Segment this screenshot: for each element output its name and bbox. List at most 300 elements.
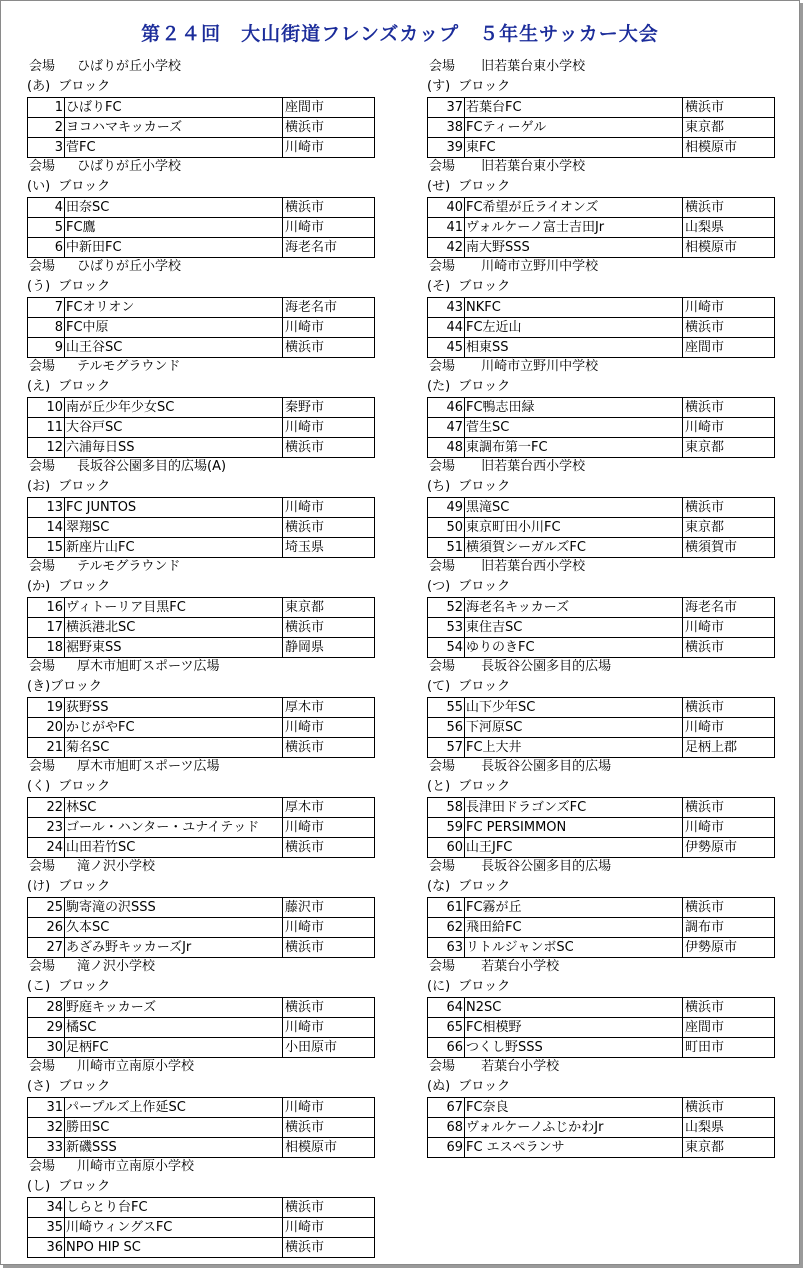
team-number: 3: [28, 138, 65, 158]
block-name: (く) ブロック: [27, 779, 111, 794]
table-row: [428, 438, 775, 458]
venue-label: 会場: [29, 759, 56, 774]
venue-line: [27, 857, 375, 877]
team-number: 25: [28, 898, 65, 918]
table-row: [428, 998, 775, 1018]
team-number: 44: [428, 318, 465, 338]
team-table: [427, 697, 775, 758]
venue-line: [427, 957, 775, 977]
team-name: リトルジャンボSC: [465, 938, 683, 958]
team-city: 川崎市: [283, 918, 375, 938]
team-city: 横浜市: [283, 938, 375, 958]
team-name: 山田若竹SC: [65, 838, 283, 858]
team-city: 川崎市: [283, 498, 375, 518]
table-row: [428, 938, 775, 958]
block-name: (え) ブロック: [27, 379, 111, 394]
team-name: NPO HIP SC: [65, 1238, 283, 1258]
group-block: [27, 857, 375, 957]
table-row: [428, 1018, 775, 1038]
table-row: [28, 518, 375, 538]
table-row: [428, 1118, 775, 1138]
table-row: [28, 918, 375, 938]
table-row: [28, 718, 375, 738]
table-row: [428, 518, 775, 538]
venue-line: [427, 757, 775, 777]
table-row: [28, 98, 375, 118]
table-row: [28, 338, 375, 358]
team-name: 新磯SSS: [65, 1138, 283, 1158]
team-name: ヴィトーリア目黒FC: [65, 598, 283, 618]
venue-name: 厚木市旭町スポーツ広場: [77, 759, 220, 774]
team-name: かじがやFC: [65, 718, 283, 738]
group-block: [27, 957, 375, 1057]
team-number: 9: [28, 338, 65, 358]
team-city: 足柄上郡: [683, 738, 775, 758]
venue-name: 旧若葉台西小学校: [477, 459, 586, 474]
team-city: 座間市: [683, 338, 775, 358]
table-row: [428, 618, 775, 638]
team-city: 川崎市: [283, 418, 375, 438]
block-name: (ち) ブロック: [427, 479, 511, 494]
team-city: 相模原市: [683, 138, 775, 158]
team-table: [427, 497, 775, 558]
venue-label: 会場: [429, 559, 456, 574]
venue-line: [427, 157, 775, 177]
team-city: 厚木市: [283, 698, 375, 718]
team-name: ヨコハマキッカーズ: [65, 118, 283, 138]
team-name: ひばりFC: [65, 98, 283, 118]
table-row: [428, 718, 775, 738]
team-city: 相模原市: [683, 238, 775, 258]
team-number: 51: [428, 538, 465, 558]
team-table: [427, 997, 775, 1058]
team-name: FC奈良: [465, 1098, 683, 1118]
venue-name: 川崎市立野川中学校: [477, 359, 599, 374]
team-name: FC鴨志田緑: [465, 398, 683, 418]
venue-label: 会場: [429, 359, 456, 374]
table-row: [28, 598, 375, 618]
table-row: [428, 798, 775, 818]
team-number: 7: [28, 298, 65, 318]
venue-line: [427, 557, 775, 577]
group-block: [427, 557, 775, 657]
team-number: 55: [428, 698, 465, 718]
team-city: 埼玉県: [283, 538, 375, 558]
team-city: 川崎市: [683, 418, 775, 438]
team-name: 菊名SC: [65, 738, 283, 758]
team-name: 田奈SC: [65, 198, 283, 218]
team-city: 横浜市: [283, 1118, 375, 1138]
team-city: 東京都: [683, 518, 775, 538]
team-number: 16: [28, 598, 65, 618]
team-name: 相東SS: [465, 338, 683, 358]
team-number: 50: [428, 518, 465, 538]
venue-line: [427, 257, 775, 277]
team-name: FC希望が丘ライオンズ: [465, 198, 683, 218]
group-block: [427, 357, 775, 457]
table-row: [428, 598, 775, 618]
team-name: 東住吉SC: [465, 618, 683, 638]
team-name: 橘SC: [65, 1018, 283, 1038]
table-row: [428, 338, 775, 358]
team-number: 53: [428, 618, 465, 638]
table-row: [428, 218, 775, 238]
team-number: 28: [28, 998, 65, 1018]
team-city: 横須賀市: [683, 538, 775, 558]
team-number: 35: [28, 1218, 65, 1238]
group-block: [27, 657, 375, 757]
team-number: 36: [28, 1238, 65, 1258]
team-city: 横浜市: [683, 898, 775, 918]
group-block: [27, 557, 375, 657]
team-city: 横浜市: [283, 118, 375, 138]
team-name: 六浦毎日SS: [65, 438, 283, 458]
venue-name: 長坂谷公園多目的広場: [477, 759, 612, 774]
table-row: [28, 618, 375, 638]
venue-label: 会場: [429, 159, 456, 174]
table-row: [28, 1018, 375, 1038]
venue-line: [27, 1057, 375, 1077]
team-city: 横浜市: [683, 638, 775, 658]
group-block: [27, 1157, 375, 1257]
table-row: [28, 898, 375, 918]
table-row: [428, 1038, 775, 1058]
venue-line: [27, 957, 375, 977]
venue-name: ひばりが丘小学校: [77, 259, 182, 274]
block-name: (し) ブロック: [27, 1179, 111, 1194]
team-name: 横浜港北SC: [65, 618, 283, 638]
table-row: [28, 198, 375, 218]
team-city: 川崎市: [683, 818, 775, 838]
team-city: 横浜市: [683, 98, 775, 118]
group-block: [427, 257, 775, 357]
team-name: 南大野SSS: [465, 238, 683, 258]
team-table: [427, 597, 775, 658]
team-number: 14: [28, 518, 65, 538]
team-number: 65: [428, 1018, 465, 1038]
venue-label: 会場: [429, 1059, 456, 1074]
team-city: 東京都: [683, 118, 775, 138]
team-name: 川崎ウィングスFC: [65, 1218, 283, 1238]
table-row: [428, 738, 775, 758]
venue-label: 会場: [429, 59, 456, 74]
table-row: [428, 1098, 775, 1118]
team-number: 68: [428, 1118, 465, 1138]
team-name: しらとり台FC: [65, 1198, 283, 1218]
block-name: (さ) ブロック: [27, 1079, 111, 1094]
team-city: 川崎市: [283, 138, 375, 158]
venue-name: 長坂谷公園多目的広場: [477, 859, 612, 874]
team-city: 横浜市: [283, 1238, 375, 1258]
team-number: 15: [28, 538, 65, 558]
block-name: (け) ブロック: [27, 879, 111, 894]
team-city: 川崎市: [683, 618, 775, 638]
venue-name: テルモグラウンド: [77, 559, 181, 574]
team-city: 川崎市: [283, 818, 375, 838]
venue-name: 川崎市立野川中学校: [477, 259, 599, 274]
block-name: (た) ブロック: [427, 379, 511, 394]
page-title: 第２４回 大山街道フレンズカップ ５年生サッカー大会: [141, 23, 659, 45]
table-row: [28, 298, 375, 318]
team-city: 横浜市: [683, 998, 775, 1018]
group-block: [427, 657, 775, 757]
team-city: 東京都: [683, 438, 775, 458]
venue-line: [27, 57, 375, 77]
table-row: [28, 1098, 375, 1118]
table-row: [428, 118, 775, 138]
group-block: [27, 1057, 375, 1157]
team-table: [27, 1197, 375, 1258]
table-row: [428, 138, 775, 158]
team-name: 荻野SS: [65, 698, 283, 718]
team-city: 調布市: [683, 918, 775, 938]
team-number: 60: [428, 838, 465, 858]
table-row: [28, 1238, 375, 1258]
team-number: 40: [428, 198, 465, 218]
team-name: 山王谷SC: [65, 338, 283, 358]
table-row: [28, 138, 375, 158]
table-row: [28, 1118, 375, 1138]
team-city: 横浜市: [283, 618, 375, 638]
team-city: 山梨県: [683, 218, 775, 238]
venue-label: 会場: [29, 159, 56, 174]
team-table: [27, 697, 375, 758]
team-city: 横浜市: [683, 398, 775, 418]
team-number: 11: [28, 418, 65, 438]
team-city: 静岡県: [283, 638, 375, 658]
venue-line: [427, 1057, 775, 1077]
team-name: N2SC: [465, 998, 683, 1018]
team-city: 川崎市: [283, 318, 375, 338]
block-name: (う) ブロック: [27, 279, 111, 294]
venue-line: [427, 457, 775, 477]
team-name: FC相模野: [465, 1018, 683, 1038]
team-number: 56: [428, 718, 465, 738]
left-column: [27, 57, 375, 1257]
team-table: [427, 297, 775, 358]
venue-line: [427, 857, 775, 877]
team-name: 野庭キッカーズ: [65, 998, 283, 1018]
team-table: [27, 197, 375, 258]
team-city: 横浜市: [283, 738, 375, 758]
table-row: [28, 998, 375, 1018]
team-table: [27, 997, 375, 1058]
team-number: 27: [28, 938, 65, 958]
block-name: (ぬ) ブロック: [427, 1079, 511, 1094]
team-name: ゴール・ハンター・ユナイテッド: [65, 818, 283, 838]
team-city: 伊勢原市: [683, 938, 775, 958]
team-table: [27, 497, 375, 558]
venue-line: [427, 57, 775, 77]
team-name: 足柄FC: [65, 1038, 283, 1058]
team-name: 南が丘少年少女SC: [65, 398, 283, 418]
team-city: 横浜市: [683, 198, 775, 218]
venue-line: [427, 357, 775, 377]
team-number: 18: [28, 638, 65, 658]
venue-label: 会場: [29, 659, 56, 674]
team-table: [27, 597, 375, 658]
venue-name: 滝ノ沢小学校: [77, 959, 156, 974]
team-name: あざみ野キッカーズJr: [65, 938, 283, 958]
team-name: 東京町田小川FC: [465, 518, 683, 538]
team-name: 林SC: [65, 798, 283, 818]
team-table: [427, 197, 775, 258]
team-name: FC上大井: [465, 738, 683, 758]
block-name: (あ) ブロック: [27, 79, 111, 94]
team-table: [27, 797, 375, 858]
table-row: [28, 238, 375, 258]
table-row: [28, 738, 375, 758]
team-city: 伊勢原市: [683, 838, 775, 858]
table-row: [428, 298, 775, 318]
team-number: 23: [28, 818, 65, 838]
team-name: FC エスペランサ: [465, 1138, 683, 1158]
team-number: 31: [28, 1098, 65, 1118]
team-number: 2: [28, 118, 65, 138]
team-name: 裾野東SS: [65, 638, 283, 658]
group-block: [427, 957, 775, 1057]
team-number: 39: [428, 138, 465, 158]
team-city: 横浜市: [283, 338, 375, 358]
table-row: [428, 318, 775, 338]
team-name: 海老名キッカーズ: [465, 598, 683, 618]
team-city: 横浜市: [683, 1098, 775, 1118]
table-row: [428, 238, 775, 258]
team-number: 5: [28, 218, 65, 238]
team-number: 48: [428, 438, 465, 458]
team-name: 菅FC: [65, 138, 283, 158]
team-city: 横浜市: [283, 438, 375, 458]
table-row: [28, 1198, 375, 1218]
team-name: NKFC: [465, 298, 683, 318]
team-name: 勝田SC: [65, 1118, 283, 1138]
venue-label: 会場: [29, 59, 56, 74]
team-number: 17: [28, 618, 65, 638]
block-name: (に) ブロック: [427, 979, 511, 994]
team-name: 東調布第一FC: [465, 438, 683, 458]
venue-name: 厚木市旭町スポーツ広場: [77, 659, 220, 674]
team-city: 座間市: [283, 98, 375, 118]
venue-name: 旧若葉台東小学校: [477, 159, 586, 174]
team-number: 38: [428, 118, 465, 138]
team-number: 46: [428, 398, 465, 418]
block-name: (つ) ブロック: [427, 579, 511, 594]
team-city: 海老名市: [283, 298, 375, 318]
venue-label: 会場: [29, 1159, 56, 1174]
block-name: (こ) ブロック: [27, 979, 111, 994]
group-block: [27, 357, 375, 457]
team-city: 横浜市: [283, 518, 375, 538]
block-name: (せ) ブロック: [427, 179, 511, 194]
team-number: 49: [428, 498, 465, 518]
team-city: 横浜市: [683, 318, 775, 338]
block-name: (い) ブロック: [27, 179, 111, 194]
venue-label: 会場: [429, 459, 456, 474]
table-row: [28, 538, 375, 558]
team-city: 相模原市: [283, 1138, 375, 1158]
team-number: 69: [428, 1138, 465, 1158]
group-block: [27, 257, 375, 357]
venue-line: [27, 157, 375, 177]
team-city: 川崎市: [683, 718, 775, 738]
team-number: 34: [28, 1198, 65, 1218]
table-row: [428, 1138, 775, 1158]
team-name: 長津田ドラゴンズFC: [465, 798, 683, 818]
team-name: 翠翔SC: [65, 518, 283, 538]
team-name: FC PERSIMMON: [465, 818, 683, 838]
team-name: FCオリオン: [65, 298, 283, 318]
team-table: [27, 897, 375, 958]
venue-name: 長坂谷公園多目的広場(A): [77, 459, 227, 474]
group-block: [427, 157, 775, 257]
team-city: 厚木市: [283, 798, 375, 818]
team-city: 川崎市: [683, 298, 775, 318]
table-row: [28, 398, 375, 418]
team-number: 21: [28, 738, 65, 758]
team-city: 山梨県: [683, 1118, 775, 1138]
team-name: FC中原: [65, 318, 283, 338]
block-name: (き)ブロック: [27, 679, 102, 694]
table-row: [28, 1038, 375, 1058]
team-city: 横浜市: [683, 498, 775, 518]
group-block: [427, 1057, 775, 1157]
venue-label: 会場: [29, 959, 56, 974]
venue-name: 若葉台小学校: [477, 1059, 560, 1074]
team-name: 下河原SC: [465, 718, 683, 738]
table-row: [428, 638, 775, 658]
group-block: [27, 457, 375, 557]
venue-line: [427, 657, 775, 677]
team-number: 66: [428, 1038, 465, 1058]
venue-name: 長坂谷公園多目的広場: [477, 659, 612, 674]
table-row: [28, 638, 375, 658]
team-number: 59: [428, 818, 465, 838]
team-number: 4: [28, 198, 65, 218]
team-city: 横浜市: [283, 998, 375, 1018]
team-number: 61: [428, 898, 465, 918]
team-name: FC霧が丘: [465, 898, 683, 918]
block-name: (す) ブロック: [427, 79, 511, 94]
team-name: 新座片山FC: [65, 538, 283, 558]
team-number: 32: [28, 1118, 65, 1138]
team-city: 町田市: [683, 1038, 775, 1058]
venue-label: 会場: [429, 859, 456, 874]
team-name: FC左近山: [465, 318, 683, 338]
team-city: 座間市: [683, 1018, 775, 1038]
team-city: 横浜市: [683, 698, 775, 718]
team-name: 山下少年SC: [465, 698, 683, 718]
venue-label: 会場: [29, 259, 56, 274]
group-block: [27, 157, 375, 257]
table-row: [428, 898, 775, 918]
team-table: [427, 397, 775, 458]
team-table: [427, 797, 775, 858]
block-name: (と) ブロック: [427, 779, 511, 794]
team-number: 45: [428, 338, 465, 358]
team-table: [27, 397, 375, 458]
table-row: [28, 498, 375, 518]
venue-label: 会場: [429, 759, 456, 774]
team-number: 26: [28, 918, 65, 938]
venue-name: 旧若葉台西小学校: [477, 559, 586, 574]
team-city: 川崎市: [283, 218, 375, 238]
table-row: [28, 218, 375, 238]
team-name: つくし野SSS: [465, 1038, 683, 1058]
venue-line: [27, 557, 375, 577]
team-city: 海老名市: [683, 598, 775, 618]
team-number: 54: [428, 638, 465, 658]
group-block: [27, 757, 375, 857]
